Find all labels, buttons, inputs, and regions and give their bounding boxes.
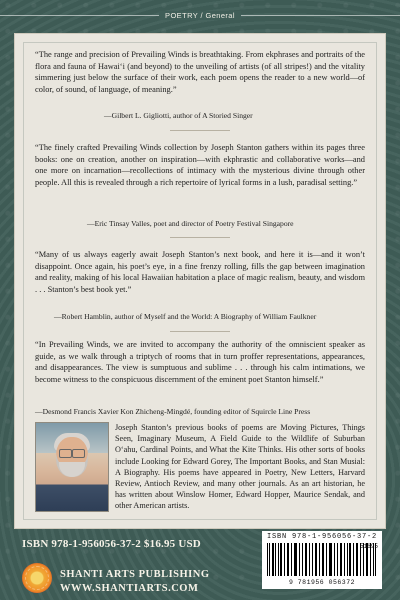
author-photo: [35, 422, 109, 512]
blurb-1-attribution: —Gilbert L. Gigliotti, author of A Storied Singer: [104, 111, 253, 120]
blurb-2: “The finely crafted Prevailing Winds collection by Joseph Stanton gathers within its pages three books: one on creation, another on inspiration—with ekphrastic and collaborative works—and one more on incarnation—recollections of intimacy with the mysterious divine through other people. All this is revealed through a rich repertoire of lyrical forms in a lush, paradisal setting.”: [35, 143, 365, 188]
publisher-name: SHANTI ARTS PUBLISHING: [60, 569, 210, 580]
divider-3: [170, 331, 230, 332]
barcode-price-code: 51695: [359, 543, 378, 550]
category-label: POETRY / General: [159, 11, 241, 20]
divider-1: [170, 130, 230, 131]
blurb-3-attribution: —Robert Hamblin, author of Myself and the World: A Biography of William Faulkner: [54, 312, 317, 321]
author-bio: Joseph Stanton’s previous books of poems are Moving Pictures, Things Seen, Imaginary Museum, A Field Guide to the Wildlife of Suburban O‘ahu, Cardinal Points, and What the Kite Thinks. His other sorts of books include Looking for Edward Gorey, The Important Books, and Stan Musial: A Biography. His poems have appeared in Poetry, New Letters, Harvard Review, Antioch Review, and many other journals. As an art historian, he has written about Winslow Homer, Edward Hopper, Maurice Sendak, and other American artists.: [115, 423, 365, 511]
publisher-website: WWW.SHANTIARTS.COM: [60, 583, 199, 594]
isbn-barcode: [262, 531, 382, 589]
barcode-top-isbn: ISBN 978-1-956056-37-2: [266, 533, 377, 541]
isbn-and-price: ISBN 978-1-956056-37-2 $16.95 USD: [22, 538, 201, 550]
blurb-panel: [14, 33, 386, 529]
blurb-1: “The range and precision of Prevailing Winds is breathtaking. From ekphrases and portraits of the flora and fauna of Hawai‘i (and beyond) to the unveiling of artists (of all stripes!) and the vitality simmering just below the surface of their work, each poem opens the reader to a new world—of color, of sound, of language, of meaning.”: [35, 50, 365, 95]
barcode-number: 9 781956 056372: [288, 579, 355, 586]
category-bar: [0, 0, 400, 30]
blurb-4-attribution: —Desmond Francis Xavier Kon Zhicheng-Mingdé, founding editor of Squircle Line Press: [35, 407, 311, 416]
publisher-logo-icon: [22, 563, 52, 593]
blurb-4: “In Prevailing Winds, we are invited to accompany the authority of the omniscient speaker as guide, as we walk through a triptych of rooms that in turn proffer representations, appearances, and disappearances. The view is sumptuous and sublime . . . through his calm intimations, we become witness to the conspicuous discernment of the eminent poet Stanton himself.”: [35, 340, 365, 385]
divider-2: [170, 237, 230, 238]
blurb-2-attribution: —Eric Tinsay Valles, poet and director of Poetry Festival Singapore: [87, 219, 294, 228]
author-bio-section: [35, 422, 365, 520]
blurb-3: “Many of us always eagerly await Joseph Stanton’s next book, and here it is—and it won’t disappoint. Once again, his poet’s eye, in a fine frenzy rolling, fills the gap between imagination and reality, making of his local Hawaiian habitation a place of magic realism, beauty, and wisdom . . . Stanton’s best book yet.”: [35, 250, 365, 295]
